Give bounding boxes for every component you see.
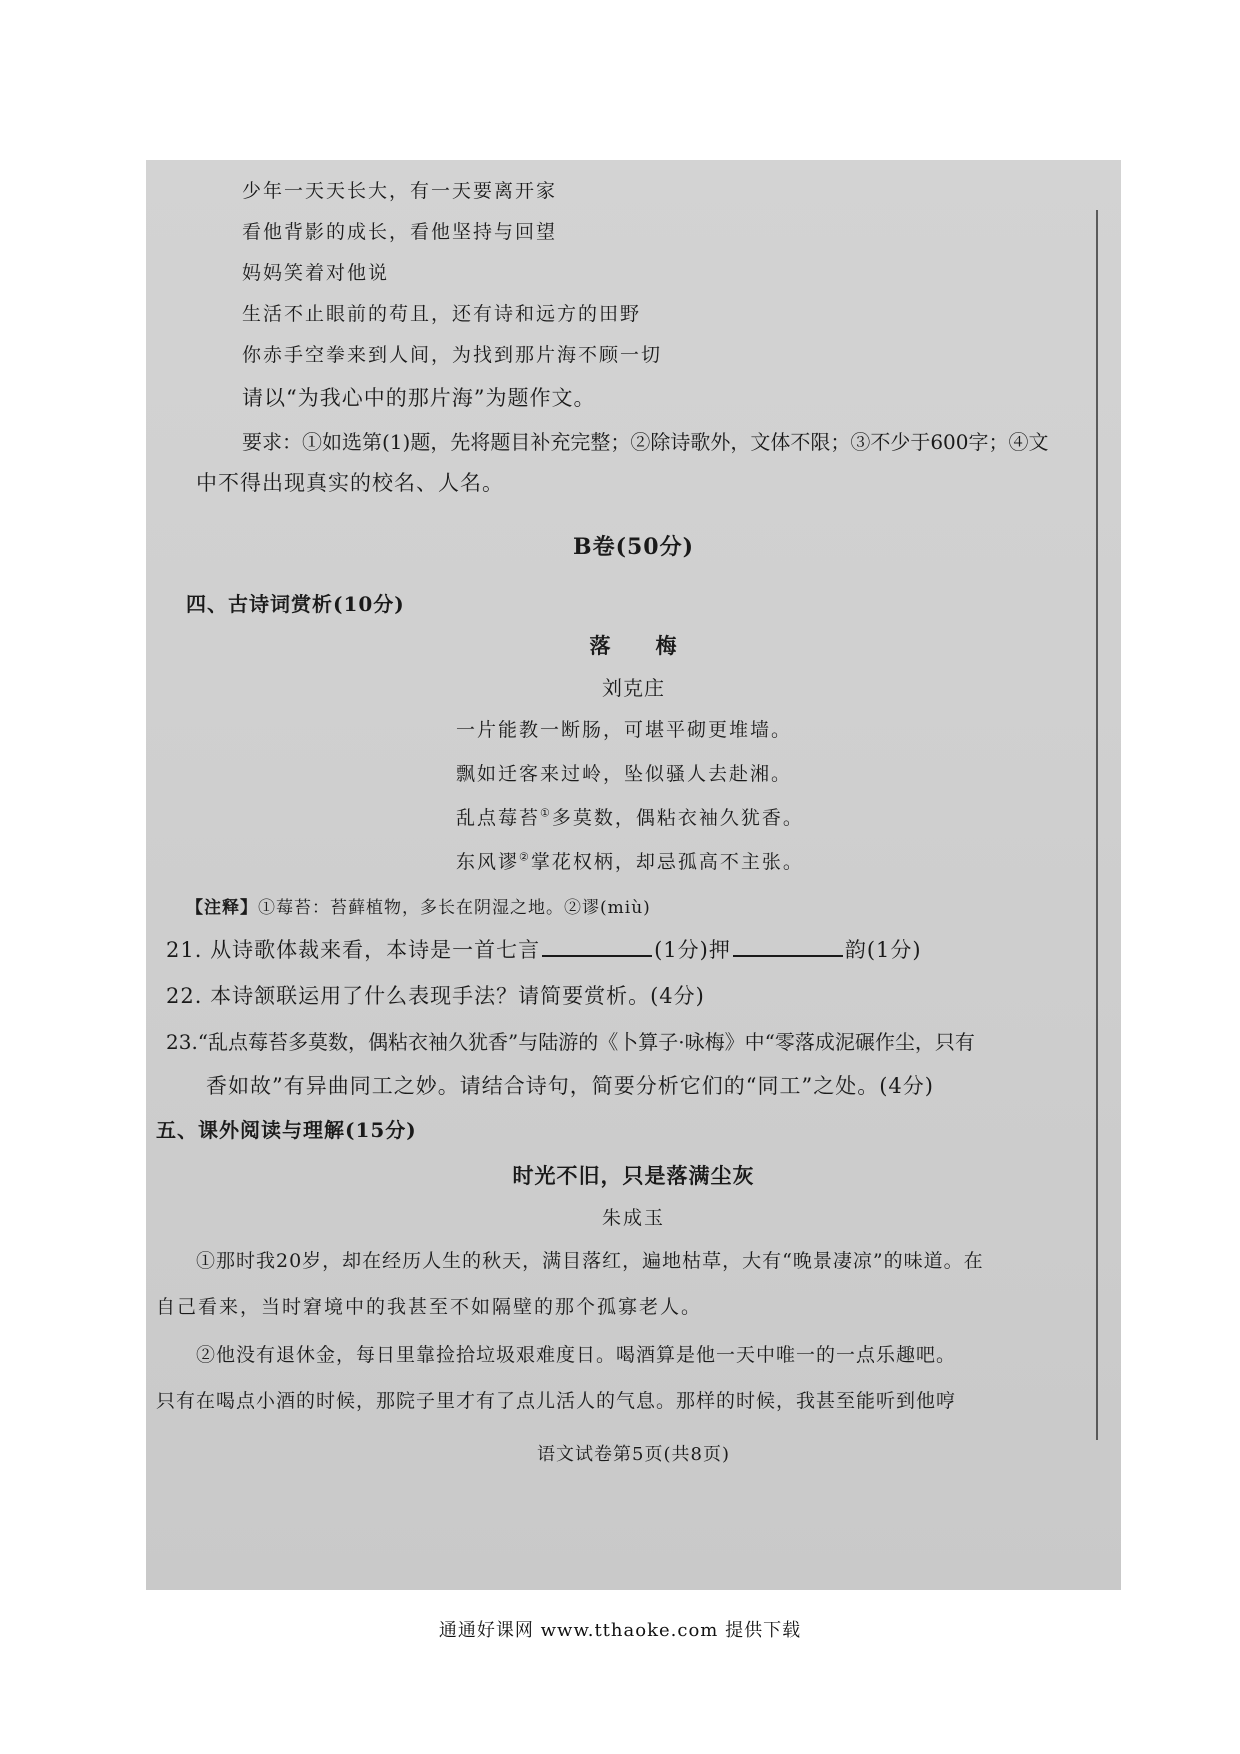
q21-blank-2[interactable] — [733, 937, 843, 957]
download-watermark: 通通好课网 www.tthaoke.com 提供下载 — [438, 1620, 802, 1641]
poem-line-3-part-a: 乱点莓苔 — [456, 807, 541, 829]
lyric-line-3: 妈妈笑着对他说 — [242, 262, 390, 284]
requirement-line-2: 中不得出现真实的校名、人名。 — [196, 471, 504, 495]
poem-line-4-part-b: 掌花权柄，却忌孤高不主张。 — [530, 851, 804, 873]
poem-line-4-part-a: 东风谬 — [456, 851, 520, 873]
article-author: 朱成玉 — [601, 1207, 665, 1229]
q21-blank-1[interactable] — [542, 937, 652, 957]
lyric-line-1: 少年一天天长大，有一天要离开家 — [242, 180, 558, 202]
poem-line-3-part-b: 多莫数，偶粘衣袖久犹香。 — [551, 807, 804, 829]
lyric-line-4: 生活不止眼前的苟且，还有诗和远方的田野 — [242, 303, 642, 325]
q21-text-b: (1分)押 — [654, 938, 731, 962]
paragraph-1-line-2: 自己看来，当时窘境中的我甚至不如隔壁的那个孤寡老人。 — [156, 1296, 703, 1318]
poem-title: 落 梅 — [589, 633, 678, 658]
poem-line-1: 一片能教一断肠，可堪平砌更堆墙。 — [456, 719, 793, 741]
paragraph-2-line-2: 只有在喝点小酒的时候，那院子里才有了点儿活人的气息。那样的时候，我甚至能听到他哼 — [156, 1390, 957, 1412]
q21-text-a: 21. 从诗歌体裁来看，本诗是一首七言 — [166, 938, 541, 962]
paragraph-2-line-1: ②他没有退休金，每日里靠捡拾垃圾艰难度日。喝酒算是他一天中唯一的一点乐趣吧。 — [196, 1344, 957, 1366]
poem-annotation — [186, 893, 651, 918]
essay-prompt: 请以“为我心中的那片海”为题作文。 — [242, 386, 596, 410]
requirement-line-1: 要求：①如选第(1)题，先将题目补充完整；②除诗歌外，文体不限；③不少于600字；④文 — [242, 430, 1049, 454]
question-21 — [166, 934, 922, 964]
annotation-text: ①莓苔：苔藓植物，多长在阴湿之地。②谬(miù) — [258, 898, 651, 918]
paragraph-1-line-1: ①那时我20岁，却在经历人生的秋天，满目落红，遍地枯草，大有“晚景凄凉”的味道。在 — [196, 1250, 984, 1272]
footnote-mark-2: ② — [519, 850, 531, 864]
question-22: 22. 本诗颔联运用了什么表现手法？请简要赏析。(4分) — [166, 984, 705, 1008]
lyric-line-2: 看他背影的成长，看他坚持与回望 — [242, 221, 558, 243]
article-title: 时光不旧，只是落满尘灰 — [512, 1163, 755, 1188]
page-edge-line — [1096, 210, 1098, 1440]
footnote-mark-1: ① — [540, 806, 552, 820]
scanned-page — [146, 160, 1121, 1590]
poem-line-3 — [456, 803, 804, 830]
q21-text-c: 韵(1分) — [844, 938, 922, 962]
section-b-title: B卷(50分) — [572, 534, 695, 560]
poem-line-4 — [456, 847, 804, 874]
lyric-line-5: 你赤手空拳来到人间，为找到那片海不顾一切 — [242, 344, 663, 366]
poem-line-2: 飘如迁客来过岭，坠似骚人去赴湘。 — [456, 763, 793, 785]
section-5-heading: 五、课外阅读与理解(15分) — [156, 1118, 417, 1142]
question-23-line-2: 香如故”有异曲同工之妙。请结合诗句，简要分析它们的“同工”之处。(4分) — [206, 1074, 934, 1098]
poem-author: 刘克庄 — [602, 676, 665, 700]
section-4-heading: 四、古诗词赏析(10分) — [186, 592, 405, 616]
question-23-line-1: 23.“乱点莓苔多莫数，偶粘衣袖久犹香”与陆游的《卜算子·咏梅》中“零落成泥碾作尘，只有 — [166, 1030, 975, 1054]
page-number-footer: 语文试卷第5页(共8页) — [537, 1444, 730, 1465]
annotation-label: 【注释】 — [186, 898, 258, 918]
